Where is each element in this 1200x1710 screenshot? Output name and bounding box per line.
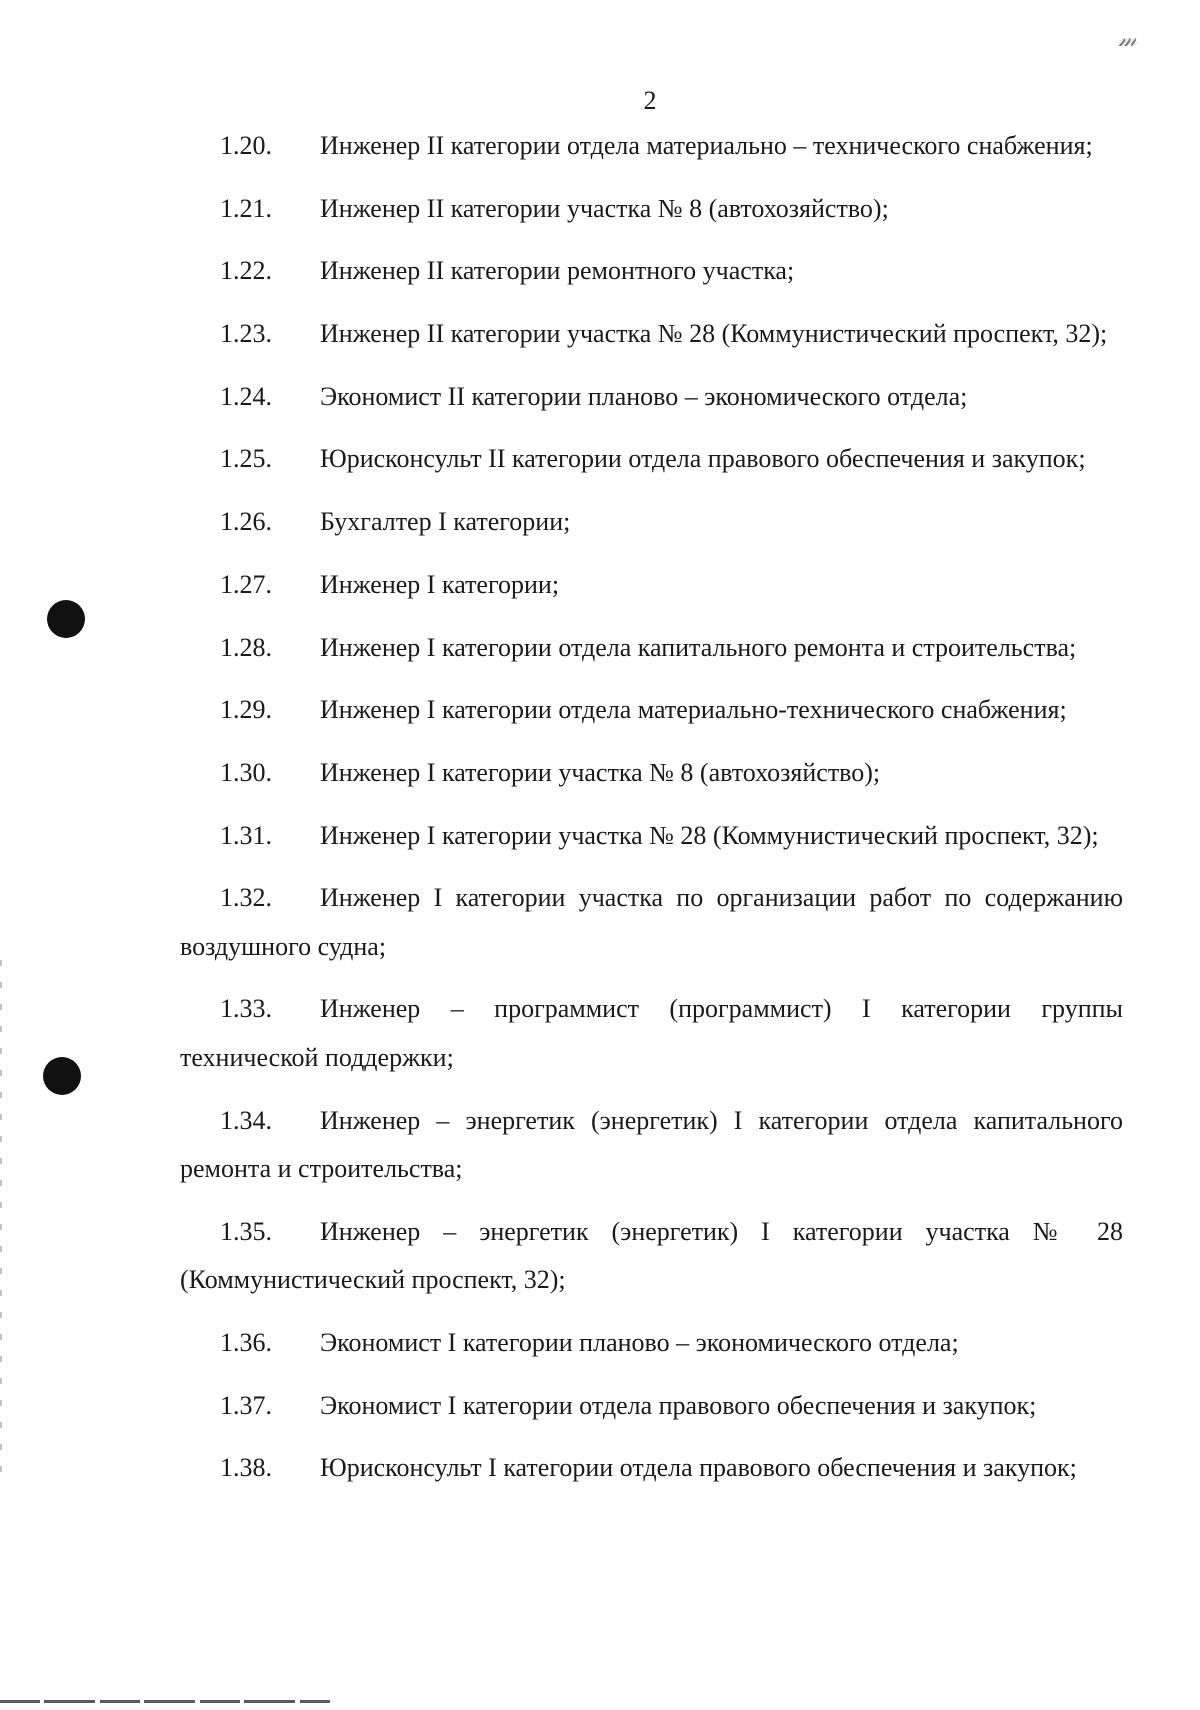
item-number: 1.29.	[220, 695, 272, 725]
item-text: Инженер II категории участка № 8 (автохозяйство);	[320, 193, 889, 223]
item-number: 1.38.	[220, 1453, 272, 1483]
item-text: Юрисконсульт I категории отдела правового обеспечения и закупок;	[320, 1453, 1077, 1483]
item-text: Инженер I категории участка № 8 (автохозяйство);	[320, 757, 881, 787]
item-number: 1.34.	[220, 1105, 272, 1135]
item-text: Инженер I категории отдела материально-технического снабжения;	[320, 695, 1067, 725]
item-number: 1.28.	[220, 632, 272, 662]
item-number: 1.23.	[220, 319, 272, 349]
item-number: 1.22.	[220, 256, 272, 286]
punch-hole	[47, 600, 85, 638]
list-item	[180, 1208, 1123, 1305]
item-number: 1.30.	[220, 757, 272, 787]
list-item	[180, 122, 1123, 171]
item-text: Юрисконсульт II категории отдела правового обеспечения и закупок;	[320, 444, 1086, 474]
item-text: Инженер II категории ремонтного участка;	[320, 256, 795, 286]
item-number: 1.20.	[220, 131, 272, 160]
item-text: Инженер – энергетик (энергетик) I категории участка № 28 (Коммунистический проспект, 32);	[180, 1216, 1123, 1295]
position-list	[180, 122, 1123, 1507]
item-number: 1.26.	[220, 507, 272, 537]
item-number: 1.21.	[220, 193, 272, 223]
item-text: Инженер I категории участка по организации работ по содержанию воздушного судна;	[180, 883, 1123, 961]
list-item	[180, 185, 1123, 234]
item-text: Инженер II категории участка № 28 (Коммунистический проспект, 32);	[320, 319, 1108, 349]
list-item	[180, 373, 1123, 422]
item-text: Инженер I категории;	[320, 569, 560, 599]
item-number: 1.27.	[220, 569, 272, 599]
item-text: Инженер – программист (программист) I категории группы технической поддержки;	[180, 994, 1123, 1072]
item-number: 1.25.	[220, 444, 272, 474]
item-number: 1.24.	[220, 381, 272, 411]
item-number: 1.33.	[220, 994, 272, 1024]
list-item	[180, 749, 1123, 798]
list-item	[180, 1319, 1123, 1368]
bottom-scan-line	[0, 1700, 330, 1703]
item-text: Бухгалтер I категории;	[320, 507, 571, 537]
item-number: 1.36.	[220, 1328, 272, 1357]
list-item	[180, 1382, 1123, 1431]
item-number: 1.37.	[220, 1390, 272, 1420]
list-item	[180, 812, 1123, 861]
list-item	[180, 1444, 1123, 1493]
list-item	[180, 498, 1123, 547]
item-text: Экономист II категории планово – экономического отдела;	[320, 381, 968, 411]
list-item	[180, 874, 1123, 971]
list-item	[180, 686, 1123, 735]
item-text: Инженер – энергетик (энергетик) I категории отдела капитального ремонта и строительства;	[180, 1105, 1123, 1184]
list-item	[180, 561, 1123, 610]
list-item	[180, 985, 1123, 1082]
list-item	[180, 310, 1123, 359]
item-text: Экономист I категории планово – экономического отдела;	[320, 1328, 959, 1357]
item-text: Инженер I категории участка № 28 (Коммунистический проспект, 32);	[320, 820, 1099, 850]
scan-edge-marks	[0, 960, 2, 1480]
item-text: Экономист I категории отдела правового обеспечения и закупок;	[320, 1390, 1037, 1420]
list-item	[180, 247, 1123, 296]
list-item	[180, 435, 1123, 484]
corner-handwritten-mark: 𝓂	[1118, 26, 1137, 51]
item-number: 1.32.	[220, 883, 272, 913]
item-text: Инженер I категории отдела капитального ремонта и строительства;	[320, 632, 1077, 662]
list-item	[180, 624, 1123, 673]
list-item	[180, 1097, 1123, 1194]
item-number: 1.35.	[220, 1216, 272, 1246]
item-number: 1.31.	[220, 820, 272, 850]
page-number: 2	[643, 86, 657, 115]
punch-hole	[43, 1057, 81, 1095]
item-text: Инженер II категории отдела материально – технического снабжения;	[320, 131, 1093, 160]
